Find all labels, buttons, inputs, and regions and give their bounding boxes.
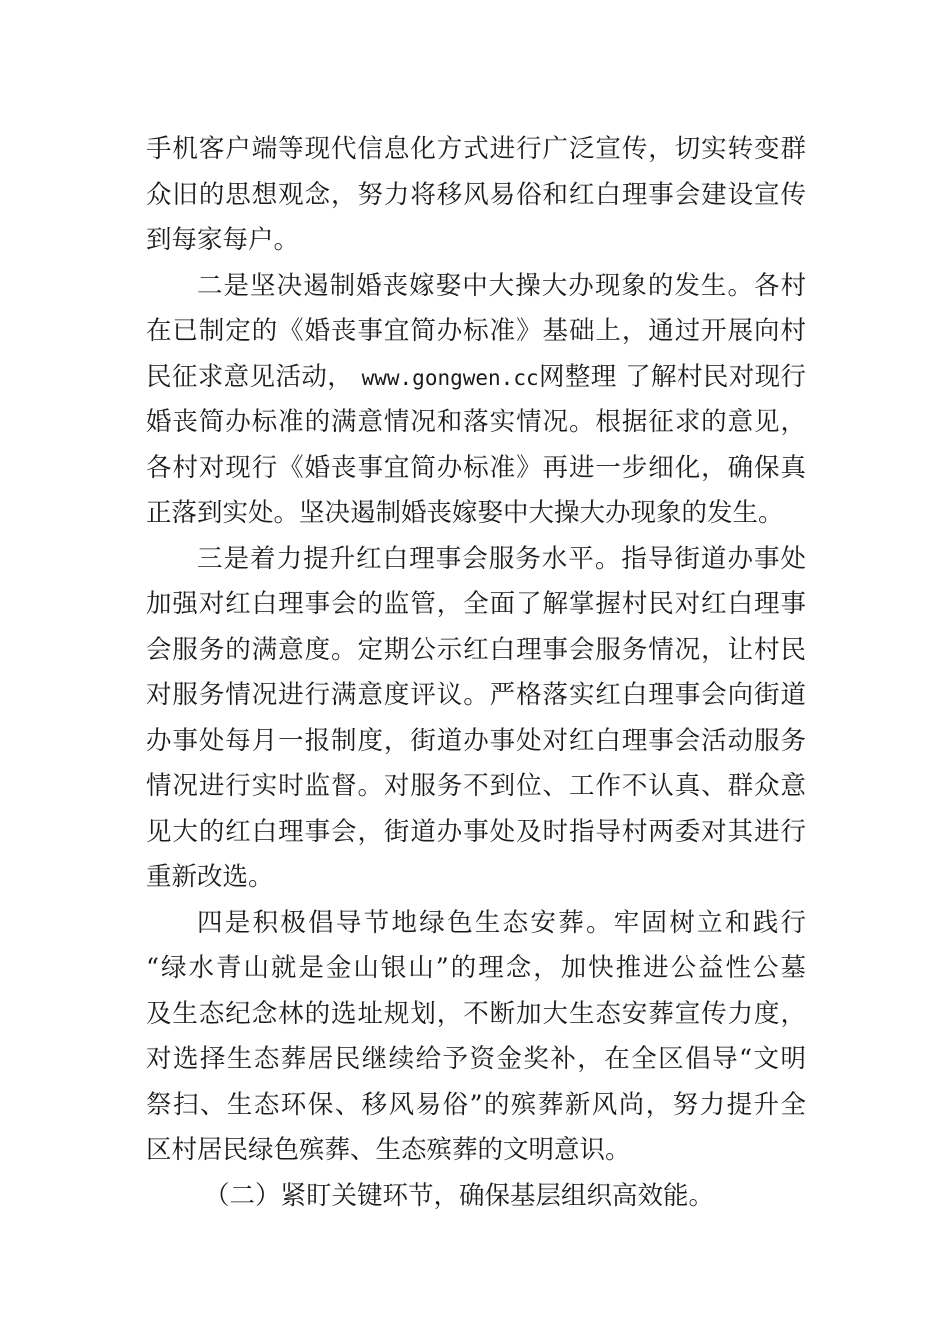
document-body <box>146 127 806 1219</box>
text-line: 祭扫、生态环保、移风易俗”的殡葬新风尚，努力提升全 <box>146 1089 806 1120</box>
text-fragment: 民征求意见活动， <box>146 361 354 392</box>
paragraph-4 <box>146 901 806 1174</box>
text-line: 到每家每户。 <box>146 225 300 255</box>
paragraph-3 <box>146 537 806 901</box>
text-line: 众旧的思想观念，努力将移风易俗和红白理事会建设宣传 <box>146 179 806 210</box>
text-line: 对服务情况进行满意度评议。严格落实红白理事会向街道 <box>146 680 806 710</box>
text-line: 重新改选。 <box>146 862 274 892</box>
text-line: 办事处每月一报制度，街道办事处对红白理事会活动服务 <box>146 725 806 756</box>
text-line: 各村对现行《婚丧事宜简办标准》再进一步细化，确保真 <box>146 452 806 483</box>
text-line: 见大的红白理事会，街道办事处及时指导村两委对其进行 <box>146 816 806 847</box>
text-line: 区村居民绿色殡葬、生态殡葬的文明意识。 <box>146 1135 631 1165</box>
text-line: 会服务的满意度。定期公示红白理事会服务情况，让村民 <box>146 634 806 665</box>
text-line: 情况进行实时监督。对服务不到位、工作不认真、群众意 <box>146 771 806 801</box>
text-fragment: 网整理 了解村民对现行 <box>538 361 806 392</box>
text-line: 婚丧简办标准的满意情况和落实情况。根据征求的意见， <box>146 407 806 437</box>
paragraph-2 <box>146 264 806 537</box>
text-line-with-url <box>146 355 806 401</box>
text-line: 在已制定的《婚丧事宜简办标准》基础上，通过开展向村 <box>146 316 806 346</box>
text-line: 及生态纪念林的选址规划，不断加大生态安葬宣传力度， <box>146 998 806 1029</box>
text-line: 二是坚决遏制婚丧嫁娶中大操大办现象的发生。各村 <box>197 270 806 301</box>
paragraph-1 <box>146 127 806 264</box>
text-line: 手机客户端等现代信息化方式进行广泛宣传，切实转变群 <box>146 134 806 164</box>
text-line: 对选择生态葬居民继续给予资金奖补，在全区倡导“文明 <box>146 1044 806 1074</box>
text-line: 加强对红白理事会的监管，全面了解掌握村民对红白理事 <box>146 589 806 619</box>
text-line: 四是积极倡导节地绿色生态安葬。牢固树立和践行 <box>197 907 806 938</box>
section-heading: （二）紧盯关键环节，确保基层组织高效能。 <box>204 1180 715 1211</box>
text-line: “绿水青山就是金山银山”的理念，加快推进公益性公墓 <box>146 953 806 983</box>
watermark-url: www.gongwen.cc <box>361 365 539 390</box>
text-line: 正落到实处。坚决遏制婚丧嫁娶中大操大办现象的发生。 <box>146 498 784 528</box>
text-line: 三是着力提升红白理事会服务水平。指导街道办事处 <box>197 543 806 574</box>
